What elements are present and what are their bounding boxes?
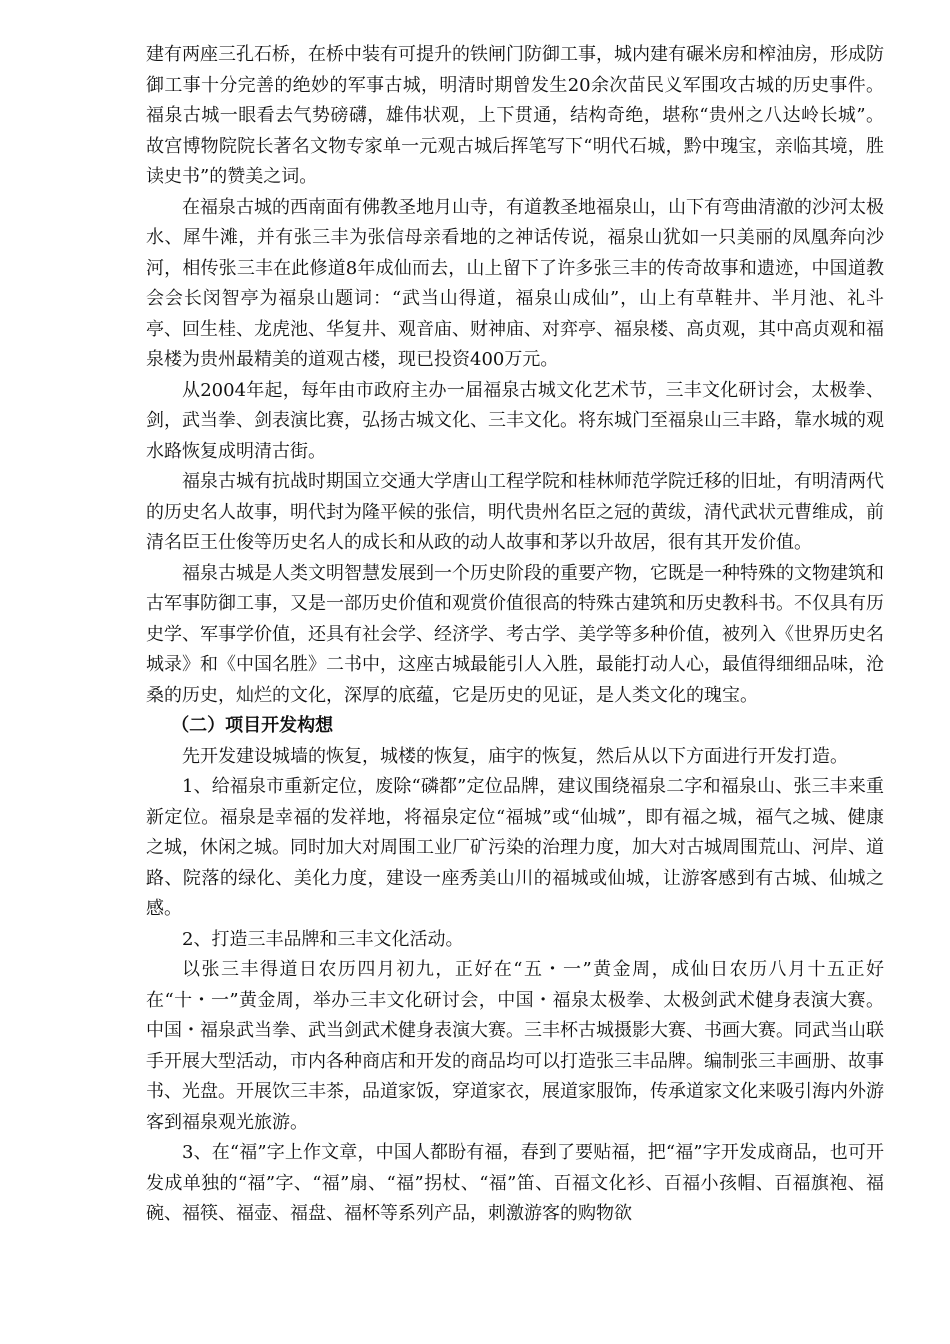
section-heading: （二）项目开发构想	[171, 715, 334, 736]
paragraph-3: 从2004年起，每年由市政府主办一届福泉古城文化艺术节，三丰文化研讨会，太极拳、剑，武当拳、剑表演比赛，弘扬古城文化、三丰文化。将东城门至福泉山三丰路，靠水城的观水路恢复成明清古街。	[146, 379, 884, 462]
document-page	[146, 40, 884, 1230]
paragraph-1: 建有两座三孔石桥，在桥中装有可提升的铁闸门防御工事，城内建有碾米房和榨油房，形成防御工事十分完善的绝妙的军事古城，明清时期曾发生20余次苗民义军围攻古城的历史事件。福泉古城一眼看去气势磅礴，雄伟状观，上下贯通，结构奇绝，堪称“贵州之八达岭长城”。故宫博物院院长著名文物专家单一元观古城后挥笔写下“明代石城，黔中瑰宝，亲临其境，胜读史书”的赞美之词。	[146, 44, 884, 187]
paragraph-8: 2、打造三丰品牌和三丰文化活动。	[182, 928, 464, 950]
paragraph-10: 3、在“福”字上作文章，中国人都盼有福，春到了要贴福，把“福”字开发成商品，也可开发成单独的“福”字、“福”扇、“福”拐杖、“福”笛、百福文化衫、百福小孩帽、百福旗袍、福碗、福筷、福壶、福盘、福杯等系列产品，刺激游客的购物欲	[146, 1142, 884, 1224]
paragraph-4: 福泉古城有抗战时期国立交通大学唐山工程学院和桂林师范学院迁移的旧址，有明清两代的历史名人故事，明代封为隆平候的张信，明代贵州名臣之冠的黄绂，清代武状元曹维成，前清名臣王仕俊等历史名人的成长和从政的动人故事和茅以升故居，很有其开发价值。	[146, 471, 884, 553]
paragraph-2: 在福泉古城的西南面有佛教圣地月山寺，有道教圣地福泉山，山下有弯曲清澈的沙河太极水、犀牛滩，并有张三丰为张信母亲看地的之神话传说，福泉山犹如一只美丽的凤凰奔向沙河，相传张三丰在此修道8年成仙而去，山上留下了许多张三丰的传奇故事和遗迹，中国道教会会长闵智亭为福泉山题词：“武当山得道，福泉山成仙”，山上有草鞋井、半月池、礼斗亭、回生桂、龙虎池、华复井、观音庙、财神庙、对弈亭、福泉楼、高贞观，其中高贞观和福泉楼为贵州最精美的道观古楼，现已投资400万元。	[146, 196, 884, 370]
paragraph-5: 福泉古城是人类文明智慧发展到一个历史阶段的重要产物，它既是一种特殊的文物建筑和古军事防御工事，又是一部历史价值和观赏价值很高的特殊古建筑和历史教科书。不仅具有历史学、军事学价值，还具有社会学、经济学、考古学、美学等多种价值，被列入《世界历史名城录》和《中国名胜》二书中，这座古城最能引人入胜，最能打动人心，最值得细细品味，沧桑的历史，灿烂的文化，深厚的底蕴，它是历史的见证，是人类文化的瑰宝。	[146, 562, 884, 706]
paragraph-6: 先开发建设城墙的恢复，城楼的恢复，庙宇的恢复，然后从以下方面进行开发打造。	[182, 745, 848, 767]
paragraph-7: 1、给福泉市重新定位，废除“磷都”定位品牌，建议围绕福泉二字和福泉山、张三丰来重新定位。福泉是幸福的发祥地，将福泉定位“福城”或“仙城”，即有福之城，福气之城、健康之城，休闲之城。同时加大对周围工业厂矿污染的治理力度，加大对古城周围荒山、河岸、道 路、院落的绿化、美化力度，建设一座秀美山川的福城或仙城，让游客感到有古城、仙城之感。	[146, 776, 884, 919]
paragraph-9: 以张三丰得道日农历四月初九，正好在“五・一”黄金周，成仙日农历八月十五正好在“十・一”黄金周，举办三丰文化研讨会，中国・福泉太极拳、太极剑武术健身表演大赛。中国・福泉武当拳、武当剑武术健身表演大赛。三丰杯古城摄影大赛、书画大赛。同武当山联手开展大型活动，市内各种商店和开发的商品均可以打造张三丰品牌。编制张三丰画册、故事书、光盘。开展饮三丰茶，品道家饭，穿道家衣，展道家服饰，传承道家文化来吸引海内外游客到福泉观光旅游。	[146, 959, 884, 1133]
